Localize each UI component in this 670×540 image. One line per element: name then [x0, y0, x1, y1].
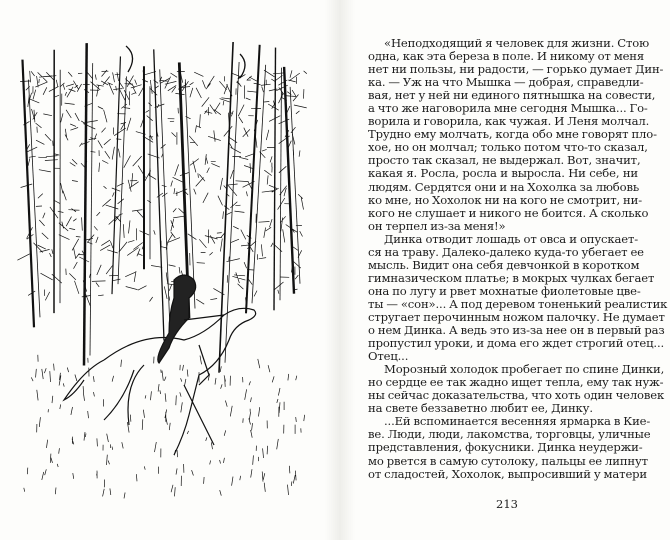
trees [22, 42, 300, 373]
text-line: людям. Сердятся они и на Хохолка за любовь [368, 179, 640, 194]
text-line: ...Ей вспоминается весенняя ярмарка в Кие- [384, 414, 651, 429]
tree-trunk [90, 63, 93, 355]
text-line: Трудно ему молчать, когда обо мне говорят пло- [368, 127, 657, 142]
text-line: нет ни пользы, ни радости, — горько думает Дин- [368, 62, 664, 77]
text-line: мо рвется в самую сутолоку, пальцы ее липнут [368, 453, 648, 468]
text-line: мысль. Видит она себя девчонкой в коротком [368, 257, 640, 272]
text-line: хое, но он молчал; только потом что-то сказал, [368, 140, 648, 155]
tree-trunk [284, 67, 294, 294]
paragraph [368, 231, 668, 364]
text-line: ны сейчас доказательства, что хоть один человек [368, 388, 665, 403]
text-line: кого не слушает и никого не боится. А сколько [368, 205, 649, 220]
text-line: вая, нет у ней ни единого пятнышка на совести, [368, 88, 656, 103]
text-line: ве. Люди, люди, лакомства, торговцы, уличные [368, 427, 651, 442]
forest-rider-illustration [14, 30, 314, 510]
text-line: ся на траву. Далеко-далеко куда-то убегает ее [368, 244, 644, 259]
text-line: Динка отводит лошадь от овса и опускает- [384, 231, 638, 246]
book-spine-shadow [325, 0, 355, 540]
tree-trunk [160, 69, 170, 330]
page-number: 213 [496, 497, 518, 511]
text-line: представления, фокусники. Динка неудержи- [368, 440, 643, 455]
text-line: но сердце ее так жадно ищет тепла, ему так нуж- [368, 375, 664, 390]
text-line: ворила и говорила, как чужая. И Леня молчал. [368, 114, 650, 129]
text-line: о нем Динка. А ведь это из-за нее он в первый раз [368, 323, 665, 338]
text-line: ты — «сон»... А под деревом тоненький реалистик [368, 296, 668, 311]
text-line: ко мне, но Хохолок ни на кого не смотрит, ни- [368, 192, 642, 207]
tree-trunk [280, 68, 282, 301]
tree-trunk [84, 43, 87, 365]
text-line: Отец... [368, 349, 409, 364]
text-line: а что же наговорила мне сегодня Мышка... Го- [368, 101, 648, 116]
text-line: на свете беззаветно любит ее, Динку. [368, 401, 593, 416]
text-line: ка. — Уж на что Мышка — добрая, справедли- [368, 75, 644, 90]
text-line: Морозный холодок пробегает по спине Динки, [384, 362, 665, 377]
text-line: пропустил уроки, и дома его ждет строгий отец... [368, 336, 665, 351]
text-line: она по лугу и рвет мохнатые фиолетовые цве- [368, 283, 641, 298]
paragraph [368, 362, 665, 416]
tree-trunk [225, 62, 239, 363]
text-line: какая я. Росла, росла и выросла. Ни себе, ни [368, 166, 638, 181]
tree-trunk [274, 48, 276, 311]
text-line: гимназическом платье; в мокрых чулках бегает [368, 270, 655, 285]
horse-and-rider [64, 275, 256, 455]
text-line: он терпел из-за меня!» [368, 218, 506, 233]
tree-trunk [246, 45, 260, 313]
tree-trunk [252, 65, 266, 303]
text-line: одна, как эта береза в поле. И никому от меня [368, 49, 645, 64]
text-line: просто так сказал, не выдержал. Вот, значит, [368, 153, 641, 168]
paragraph [368, 36, 664, 233]
paragraph [368, 414, 651, 481]
text-line: «Неподходящий я человек для жизни. Стою [384, 36, 650, 50]
page-text [368, 36, 668, 481]
text-line: от сладостей, Хохолок, выпросивший у матери [368, 466, 648, 481]
text-line: стругает перочинным ножом палочку. Не думает [368, 309, 665, 324]
